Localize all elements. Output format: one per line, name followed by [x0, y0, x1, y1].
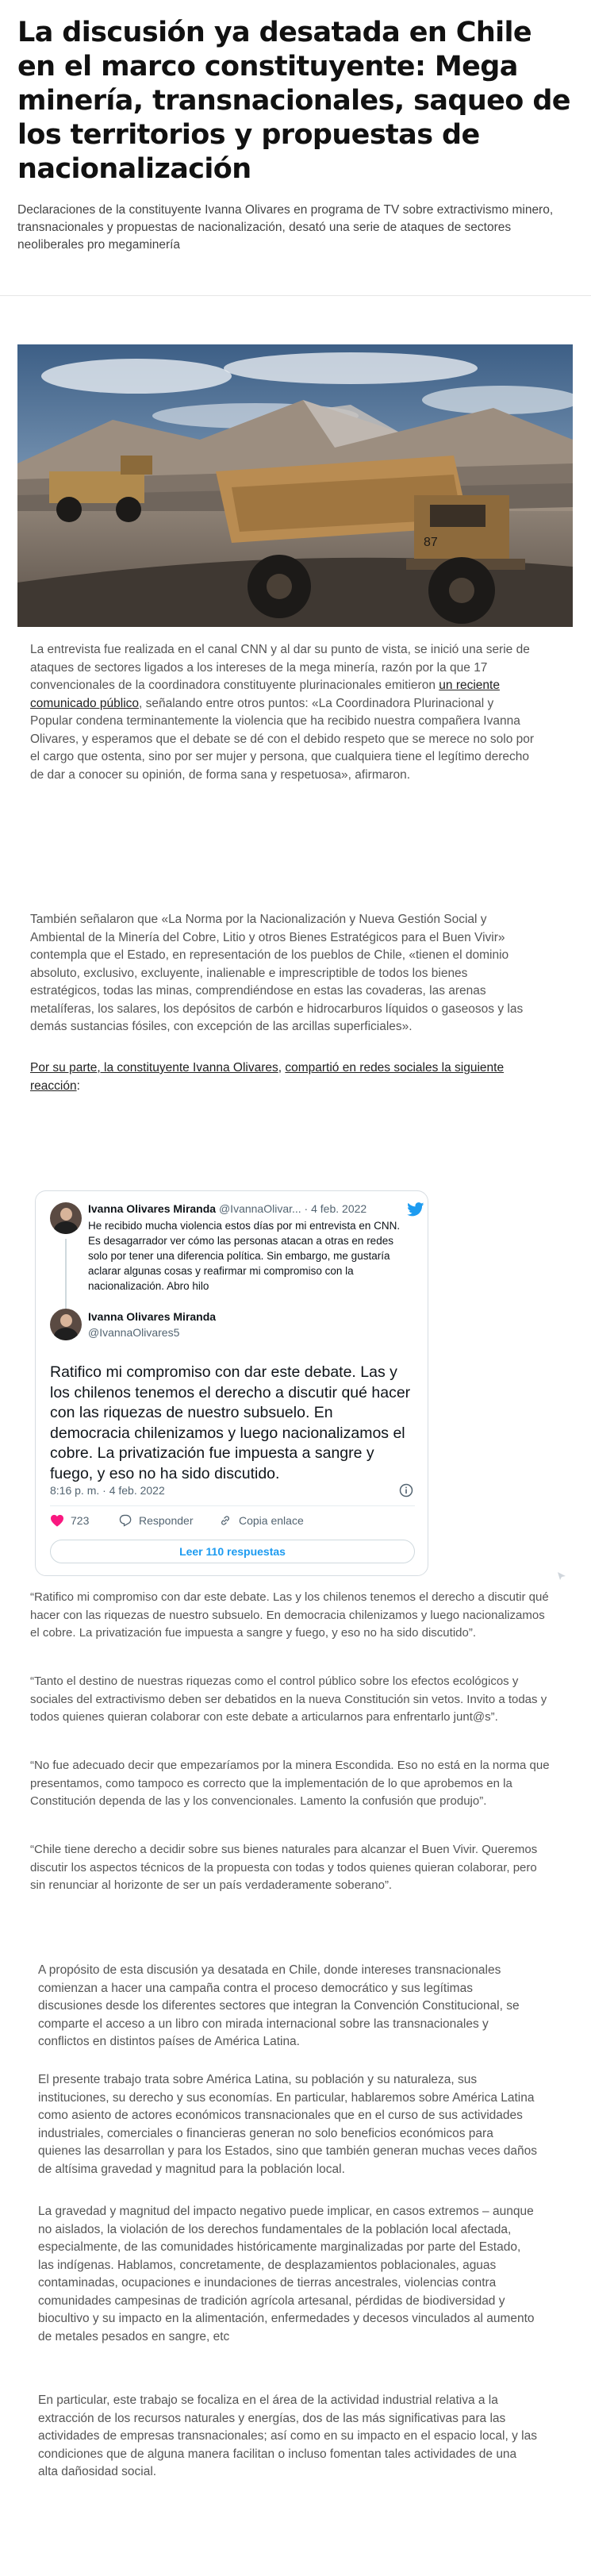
hero-image [17, 344, 573, 627]
reply-label: Responder [139, 1514, 194, 1527]
cursor-icon [557, 1571, 566, 1581]
article-headline: La discusión ya desatada en Chile en el marco constituyente: Mega minería, transnacionales, saqueo de los territorios y propuestas de nacionalización [17, 17, 570, 185]
tweet-author-handle[interactable]: @IvannaOlivares5 [88, 1326, 180, 1339]
tweet-author-name[interactable]: Ivanna Olivares Miranda [88, 1310, 217, 1323]
paragraph-1 [30, 641, 538, 784]
olivares-link[interactable]: Por su parte, la constituyente Ivanna Olivares [30, 1061, 278, 1075]
paragraph-6: La gravedad y magnitud del impacto negativo puede implicar, en casos extremos – aunque no aislados, la violación de los derechos fundamentales de la población local afectada, especialmente, de las comunidades históricamente marginalizadas por parte del Estado, las indígenas. Hablamos, concretamente, de desplazamientos poblacionales, aguas contaminadas, ocupaciones e inundaciones de tierras ancestrales, violencias contra comunidades campesinas de tradición agrícola artesanal, pérdidas de biodiversidad y biocultivo y su impacto en la alimentación, enfermedades y decesos vinculados al aumento de metales pesados en sangre, etc [38, 2205, 535, 2343]
quote-2: “Tanto el destino de nuestras riquezas como el control público sobre los efectos ecológicos y sociales del extractivismo deben ser debatidos en la nueva Constitución sin vetos. Invito a todas y todos quienes quieran colaborar con este debate a articularnos para enfrentarlo junt@s”. [30, 1674, 547, 1724]
paragraph-1-start: La entrevista fue realizada en el canal CNN y al dar su punto de vista, se inició una serie de ataques de sectores ligados a los intereses de la mega minería, razón por la que 17 convencionales de la coordinadora constituyente plurinacionales emitieron [30, 643, 530, 692]
reply-action[interactable] [118, 1514, 194, 1527]
quote-1: “Ratifico mi compromiso con dar este debate. Las y los chilenos tenemos el derecho a discutir qué hacer con las riquezas de nuestro subsuelo. En democracia chilenizamos y luego nacionalizamos el cobre. La privatización fue impuesta a sangre y fuego, y eso no ha sido discutido”. [30, 1590, 549, 1640]
author-handle-date: @IvannaOlivar... · 4 feb. 2022 [218, 1202, 367, 1215]
paragraph-2: También señalaron que «La Norma por la Nacionalización y Nueva Gestión Social y Ambiental de la Minería del Cobre, Litio y otros Bienes Estratégicos para el Buen Vivir» contempla que el Estado, en representación de los pueblos de Chile, «tienen el dominio absoluto, exclusivo, excluyente, inalienable e imprescriptible de todos los bienes estratégicos, todas las minas, comprendiéndose en estas las covaderas, las arenas metalíferas, los salares, los depósitos de carbón e hidrocarburos líquidos o gaseosos y las demás sustancias fósiles, con excepción de las arcillas superficiales». [30, 913, 524, 1033]
heart-icon [50, 1514, 64, 1527]
tweet-author[interactable] [88, 1202, 366, 1215]
mining-trucks-illustration [17, 344, 573, 627]
like-action[interactable] [50, 1514, 89, 1527]
article-lead: Declaraciones de la constituyente Ivanna Olivares en programa de TV sobre extractivismo minero, transnacionales y propuestas de nacionalización, desató una serie de ataques de sectores neoliberales pro megaminería [17, 203, 554, 252]
paragraph-1-end: , señalando entre otros puntos: «La Coordinadora Plurinacional y Popular condena terminantemente la violencia que ha recibido nuestra compañera Ivanna Olivares, y esperamos que el debate se dé con el debido respeto que se merece no solo por el cargo que ostenta, sino por ser mujer y persona, que cualquiera tiene el legítimo derecho de dar a conocer su opinión, de forma sana y respetuosa», afirmaron. [30, 696, 535, 782]
main-tweet-text: Ratifico mi compromiso con dar este debate. Las y los chilenos tenemos el derecho a discutir qué hacer con las riquezas de nuestro subsuelo. En democracia chilenizamos y luego nacionalizamos el cobre. La privatización fue impuesta a sangre y fuego, y eso no ha sido discutido. [50, 1363, 411, 1482]
twitter-bird-icon[interactable] [407, 1202, 424, 1217]
reaction-link[interactable]: compartió en redes sociales la siguiente reacción [30, 1061, 505, 1093]
read-replies-button[interactable]: Leer 110 respuestas [50, 1540, 415, 1563]
colon: : [76, 1078, 80, 1093]
like-count: 723 [71, 1514, 90, 1527]
first-tweet-text: He recibido mucha violencia estos días por mi entrevista en CNN. Es desagarrador ver cómo las personas atacan a otras en redes solo por tener una diferencia política. Sin embargo, me gustaría aclarar algunas cosas y reafirmar mi compromiso con la nacionalización. Abro hilo [88, 1220, 401, 1292]
paragraph-4: A propósito de esta discusión ya desatada en Chile, donde intereses transnacionales comienzan a hacer una campaña contra el proceso democrático y sus legítimas discusiones desde los diferentes sectores que integran la Convención Constitucional, se comparte el acceso a un libro con mirada internacional sobre las transnacionales y conflictos en distintos países de América Latina. [38, 1963, 520, 2048]
copy-link-action[interactable] [218, 1514, 304, 1527]
link-icon [218, 1514, 232, 1527]
separator: , [278, 1061, 286, 1075]
reply-icon [118, 1514, 132, 1527]
author-name: Ivanna Olivares Miranda [88, 1202, 217, 1215]
tweet-timestamp[interactable]: 8:16 p. m. · 4 feb. 2022 [50, 1484, 165, 1497]
quote-4: “Chile tiene derecho a decidir sobre sus bienes naturales para alcanzar el Buen Vivir. Queremos discutir los aspectos técnicos de la propuesta con todas y todos quienes quieran colaborar, pero sin renunciar al horizonte de ser un país verdaderamente soberano”. [30, 1843, 538, 1892]
quote-3: “No fue adecuado decir que empezaríamos por la minera Escondida. Eso no está en la norma que presentamos, como tampoco es correcto que la implementación de lo que aprobemos en la Constitución dependa de las y los convencionales. Lamento la confusión que produjo”. [30, 1759, 550, 1808]
paragraph-3 [30, 1059, 538, 1095]
copy-link-label: Copia enlace [239, 1514, 304, 1527]
embedded-tweet[interactable] [35, 1190, 428, 1576]
paragraph-5: El presente trabajo trata sobre América Latina, su población y su naturaleza, sus instituciones, su derecho y sus economías. En particular, hablaremos sobre América Latina como asiento de actores económicos transnacionales que en el curso de sus actividades industriales, comerciales o financieras generan no solo beneficios económicos para quienes las desarrollan y para los Estados, sino que también generan muchas veces daños de altísima gravedad y magnitud para la población local. [38, 2073, 537, 2176]
info-icon[interactable] [399, 1483, 413, 1498]
avatar[interactable] [50, 1309, 82, 1340]
divider [50, 1505, 415, 1506]
comunicado-link[interactable]: un reciente comunicado público [30, 679, 500, 710]
divider [0, 295, 591, 296]
paragraph-7: En particular, este trabajo se focaliza en el área de la actividad industrial relativa a la extracción de los recursos naturales y energías, dos de las más significativas para las actividades de empresas transnacionales; así como en su impacto en el espacio local, y las condiciones que de alguna manera facilitan o incluso fomentan tales actividades de una alta dañosidad social. [38, 2393, 537, 2478]
avatar[interactable] [50, 1202, 82, 1234]
svg-text:87: 87 [424, 536, 438, 549]
